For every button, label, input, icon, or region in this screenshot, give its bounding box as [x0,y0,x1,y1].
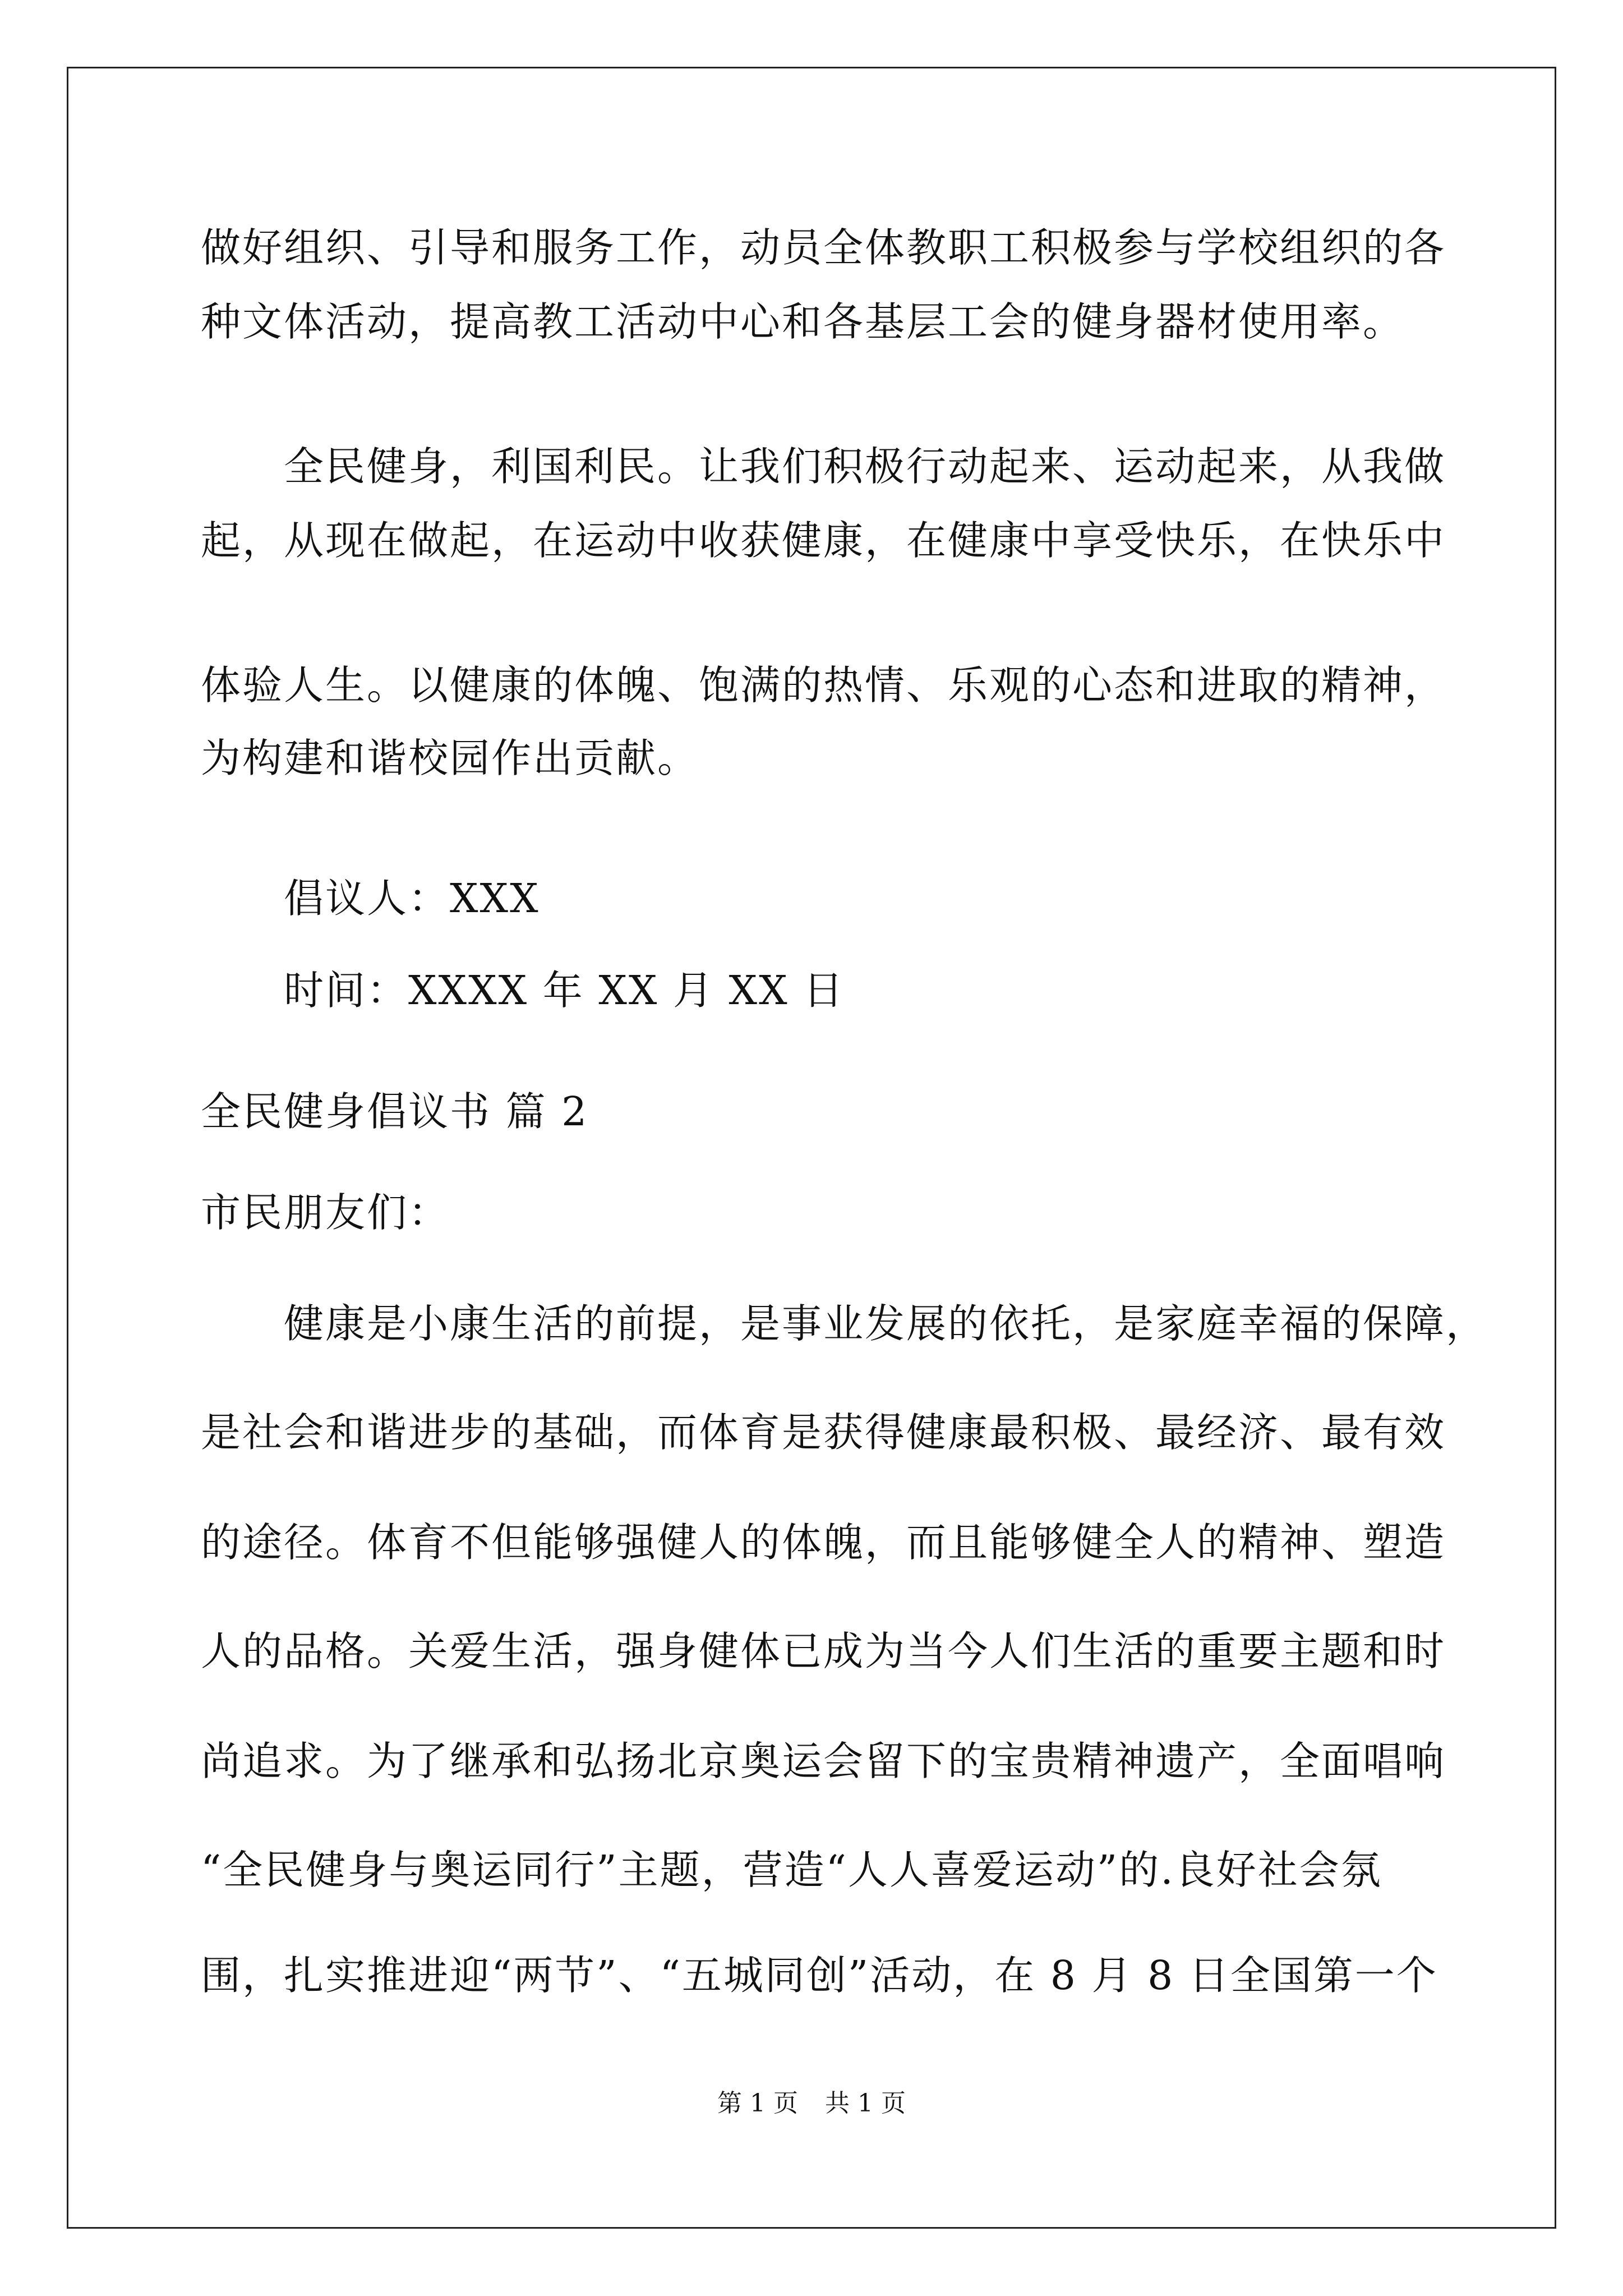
body-line-13: 围，扎实推进迎“两节”、“五城同创”活动，在 8 月 8 日全国第一个 [201,1952,1438,1999]
body-line-3: 全民健身，利国利民。让我们积极行动起来、运动起来，从我做 [201,443,1446,490]
page-border [67,67,1556,2229]
body-line-7: 健康是小康生活的前提，是事业发展的依托，是家庭幸福的保障， [201,1300,1488,1347]
page-footer [0,2087,1623,2120]
body-line-9: 的途径。体育不但能够强健人的体魄，而且能够健全人的精神、塑造 [201,1519,1446,1566]
signatory-line: 倡议人：XXX [201,875,540,922]
salutation: 市民朋友们： [201,1189,450,1236]
body-line-11: 尚追求。为了继承和弘扬北京奥运会留下的宝贵精神遗产，全面唱响 [201,1738,1446,1784]
page-total: 共 1 页 [825,2089,906,2118]
body-line-5: 体验人生。以健康的体魄、饱满的热情、乐观的心态和进取的精神， [201,662,1446,708]
body-line-8: 是社会和谐进步的基础，而体育是获得健康最积极、最经济、最有效 [201,1409,1446,1456]
body-line-10: 人的品格。关爱生活，强身健体已成为当今人们生活的重要主题和时 [201,1628,1446,1674]
body-line-2: 种文体活动，提高教工活动中心和各基层工会的健身器材使用率。 [201,298,1405,345]
body-line-12: “全民健身与奥运同行”主题，营造“人人喜爱运动”的.良好社会氛 [201,1847,1382,1893]
date-line: 时间：XXXX 年 XX 月 XX 日 [201,967,845,1014]
section-title: 全民健身倡议书 篇 2 [201,1088,589,1135]
body-line-6: 为构建和谐校园作出贡献。 [201,735,699,781]
body-line-4: 起，从现在做起，在运动中收获健康，在健康中享受快乐，在快乐中 [201,517,1446,564]
page-number: 第 1 页 [717,2089,798,2118]
body-line-1: 做好组织、引导和服务工作，动员全体教职工积极参与学校组织的各 [201,224,1446,271]
